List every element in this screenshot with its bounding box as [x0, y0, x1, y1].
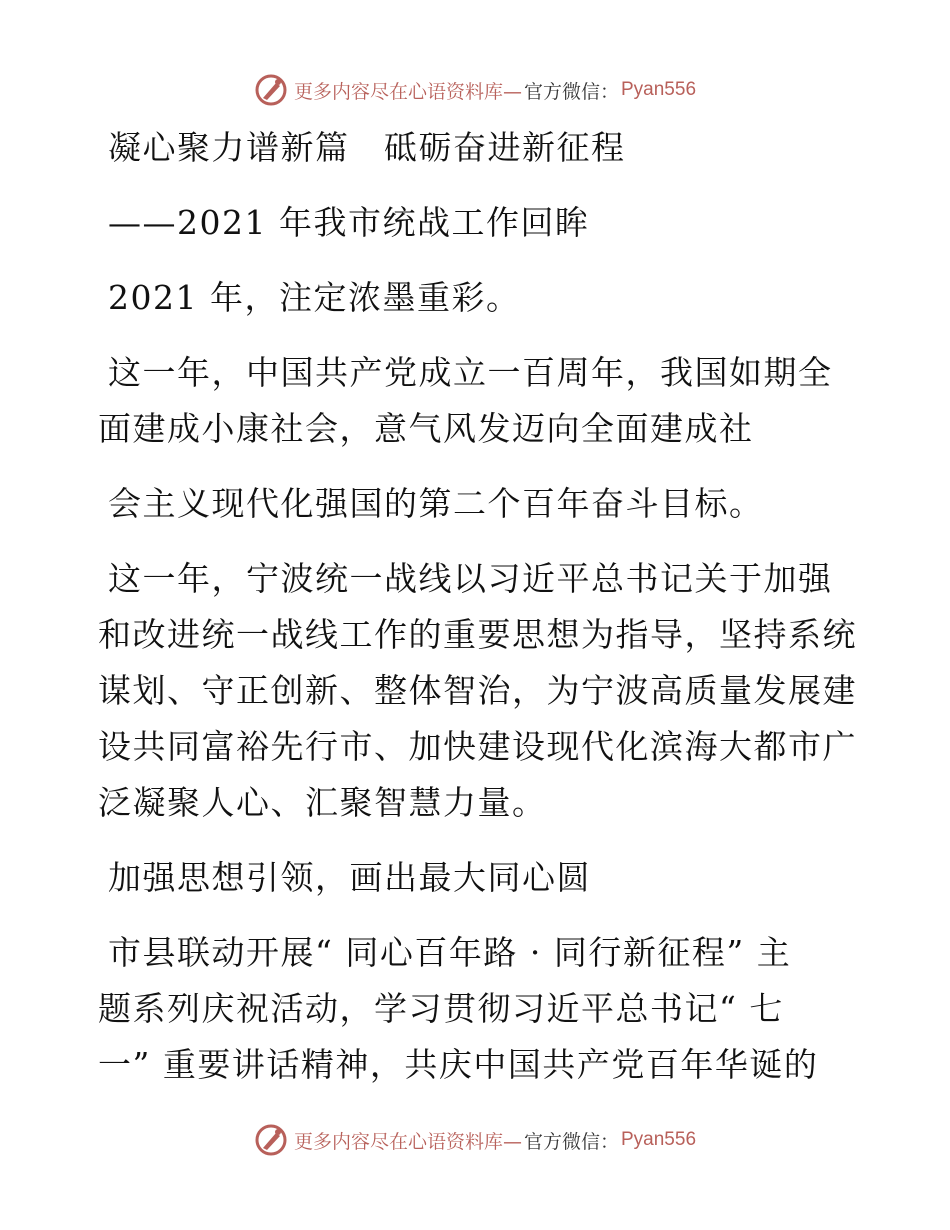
paragraph-4-line-2: 和改进统一战线工作的重要思想为指导，坚持系统	[98, 615, 857, 654]
paragraph-5-line-2: 题系列庆祝活动，学习贯彻习近平总书记“ 七	[98, 989, 784, 1028]
banner-wechat-label: 官方微信：	[523, 80, 619, 103]
watermark-banner-bottom	[0, 1120, 950, 1160]
banner-wechat-id: Pyan556	[621, 1129, 697, 1150]
paragraph-2-line-1: 这一年，中国共产党成立一百周年，我国如期全	[108, 353, 833, 392]
banner-wechat-id: Pyan556	[621, 79, 697, 100]
doc-title: 凝心聚力谱新篇 砥砺奋进新征程	[108, 128, 626, 167]
section-heading: 加强思想引领，画出最大同心圆	[108, 858, 591, 897]
paragraph-4-line-4: 设共同富裕先行市、加快建设现代化滨海大都市广	[98, 727, 857, 766]
paragraph-5-line-1: 市县联动开展“ 同心百年路 · 同行新征程” 主	[108, 933, 792, 972]
watermark-banner-top	[0, 70, 950, 110]
banner-text: 更多内容尽在心语资料库—	[293, 80, 522, 103]
pen-logo-icon	[254, 73, 288, 107]
doc-subtitle: ——2021 年我市统战工作回眸	[108, 203, 590, 242]
paragraph-3: 会主义现代化强国的第二个百年奋斗目标。	[108, 484, 764, 523]
paragraph-4-line-3: 谋划、守正创新、整体智治，为宁波高质量发展建	[98, 671, 857, 710]
paragraph-1: 2021 年，注定浓墨重彩。	[108, 278, 521, 317]
banner-wechat-label: 官方微信：	[523, 1130, 619, 1153]
paragraph-5-line-3: 一” 重要讲话精神，共庆中国共产党百年华诞的	[98, 1045, 819, 1084]
paragraph-4-line-5: 泛凝聚人心、汇聚智慧力量。	[98, 783, 547, 822]
paragraph-4-line-1: 这一年，宁波统一战线以习近平总书记关于加强	[108, 559, 833, 598]
pen-logo-icon	[254, 1123, 288, 1157]
banner-text: 更多内容尽在心语资料库—	[293, 1130, 522, 1153]
document-body	[98, 120, 858, 1093]
paragraph-2-line-2: 面建成小康社会，意气风发迈向全面建成社	[98, 409, 754, 448]
